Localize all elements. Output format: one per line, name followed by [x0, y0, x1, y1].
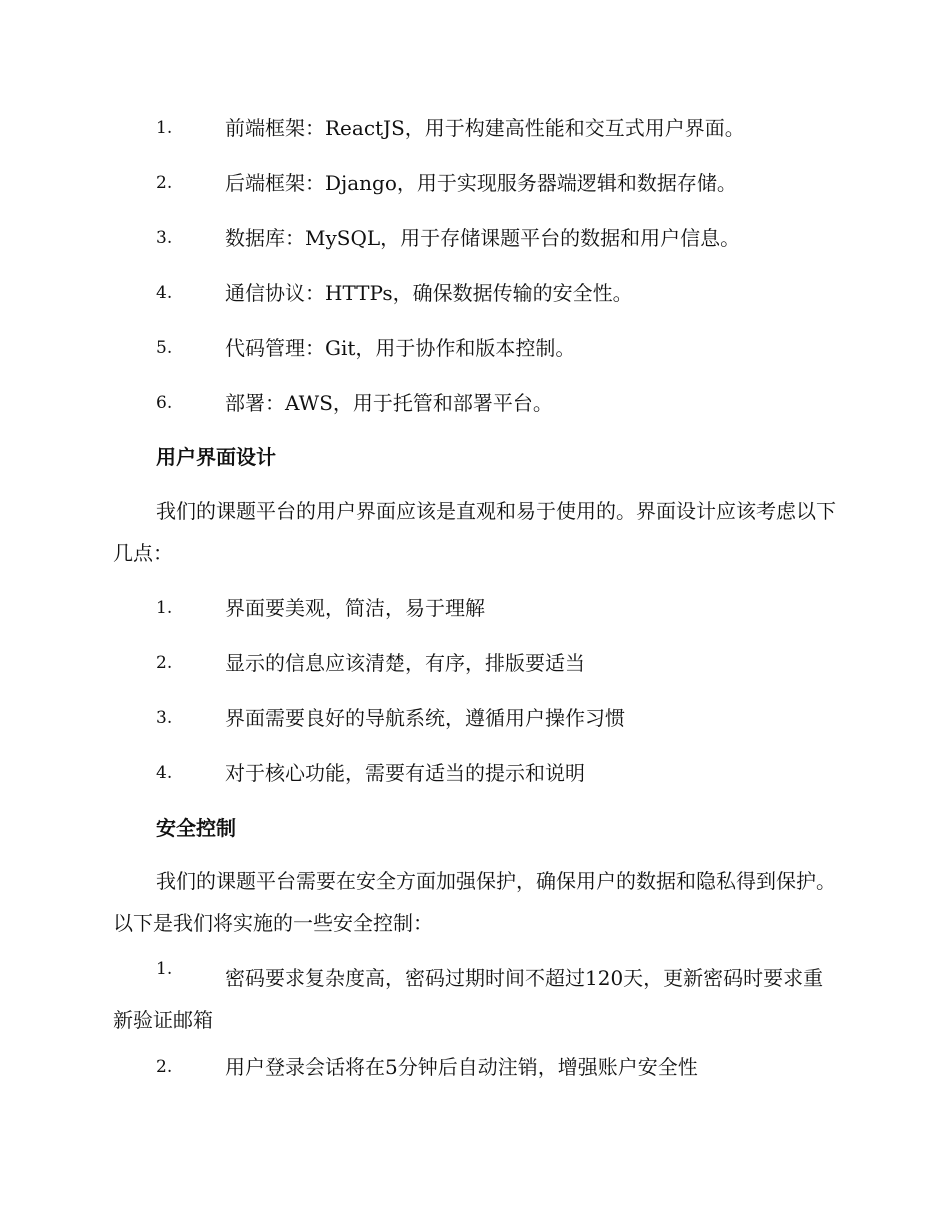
list-number: 6. [156, 393, 173, 413]
list-text: 通信协议：HTTPs，确保数据传输的安全性。 [225, 281, 633, 305]
list-item [0, 706, 950, 761]
list-number: 2. [156, 1057, 173, 1077]
list-item [0, 1055, 950, 1110]
list-number: 2. [156, 653, 173, 673]
ui-design-list [0, 596, 950, 816]
section-heading-security: 安全控制 [156, 816, 236, 840]
list-text: 前端框架：ReactJS，用于构建高性能和交互式用户界面。 [225, 116, 745, 140]
list-text: 部署：AWS，用于托管和部署平台。 [225, 391, 553, 415]
list-number: 1. [156, 959, 173, 979]
list-item [0, 226, 950, 281]
list-item [0, 596, 950, 651]
list-text: 显示的信息应该清楚，有序，排版要适当 [225, 651, 585, 675]
list-item [0, 651, 950, 706]
list-number: 3. [156, 708, 173, 728]
ui-design-paragraph: 我们的课题平台的用户界面应该是直观和易于使用的。界面设计应该考虑以下几点： [113, 499, 836, 565]
list-item [0, 761, 950, 816]
list-text: 密码要求复杂度高，密码过期时间不超过120天，更新密码时要求重新验证邮箱 [113, 966, 824, 1032]
list-item [0, 116, 950, 171]
list-text: 界面需要良好的导航系统，遵循用户操作习惯 [225, 706, 625, 730]
list-number: 3. [156, 228, 173, 248]
list-text: 用户登录会话将在5分钟后自动注销，增强账户安全性 [225, 1055, 698, 1079]
list-item [0, 336, 950, 391]
security-paragraph: 我们的课题平台需要在安全方面加强保护，确保用户的数据和隐私得到保护。以下是我们将实施的一些安全控制： [113, 869, 836, 935]
list-item [0, 171, 950, 226]
list-item [0, 391, 950, 446]
list-text: 对于核心功能，需要有适当的提示和说明 [225, 761, 585, 785]
list-number: 1. [156, 598, 173, 618]
list-item [0, 957, 950, 1055]
list-text: 代码管理：Git，用于协作和版本控制。 [225, 336, 576, 360]
list-item [0, 281, 950, 336]
list-number: 5. [156, 338, 173, 358]
tech-stack-list [0, 116, 950, 446]
security-list [0, 959, 950, 1110]
section-heading-ui-design: 用户界面设计 [156, 445, 276, 469]
list-text: 后端框架：Django，用于实现服务器端逻辑和数据存储。 [225, 171, 737, 195]
list-number: 1. [156, 118, 173, 138]
list-text: 界面要美观，简洁，易于理解 [225, 596, 485, 620]
list-text: 数据库：MySQL，用于存储课题平台的数据和用户信息。 [225, 226, 741, 250]
list-number: 4. [156, 283, 173, 303]
list-number: 4. [156, 763, 173, 783]
list-number: 2. [156, 173, 173, 193]
